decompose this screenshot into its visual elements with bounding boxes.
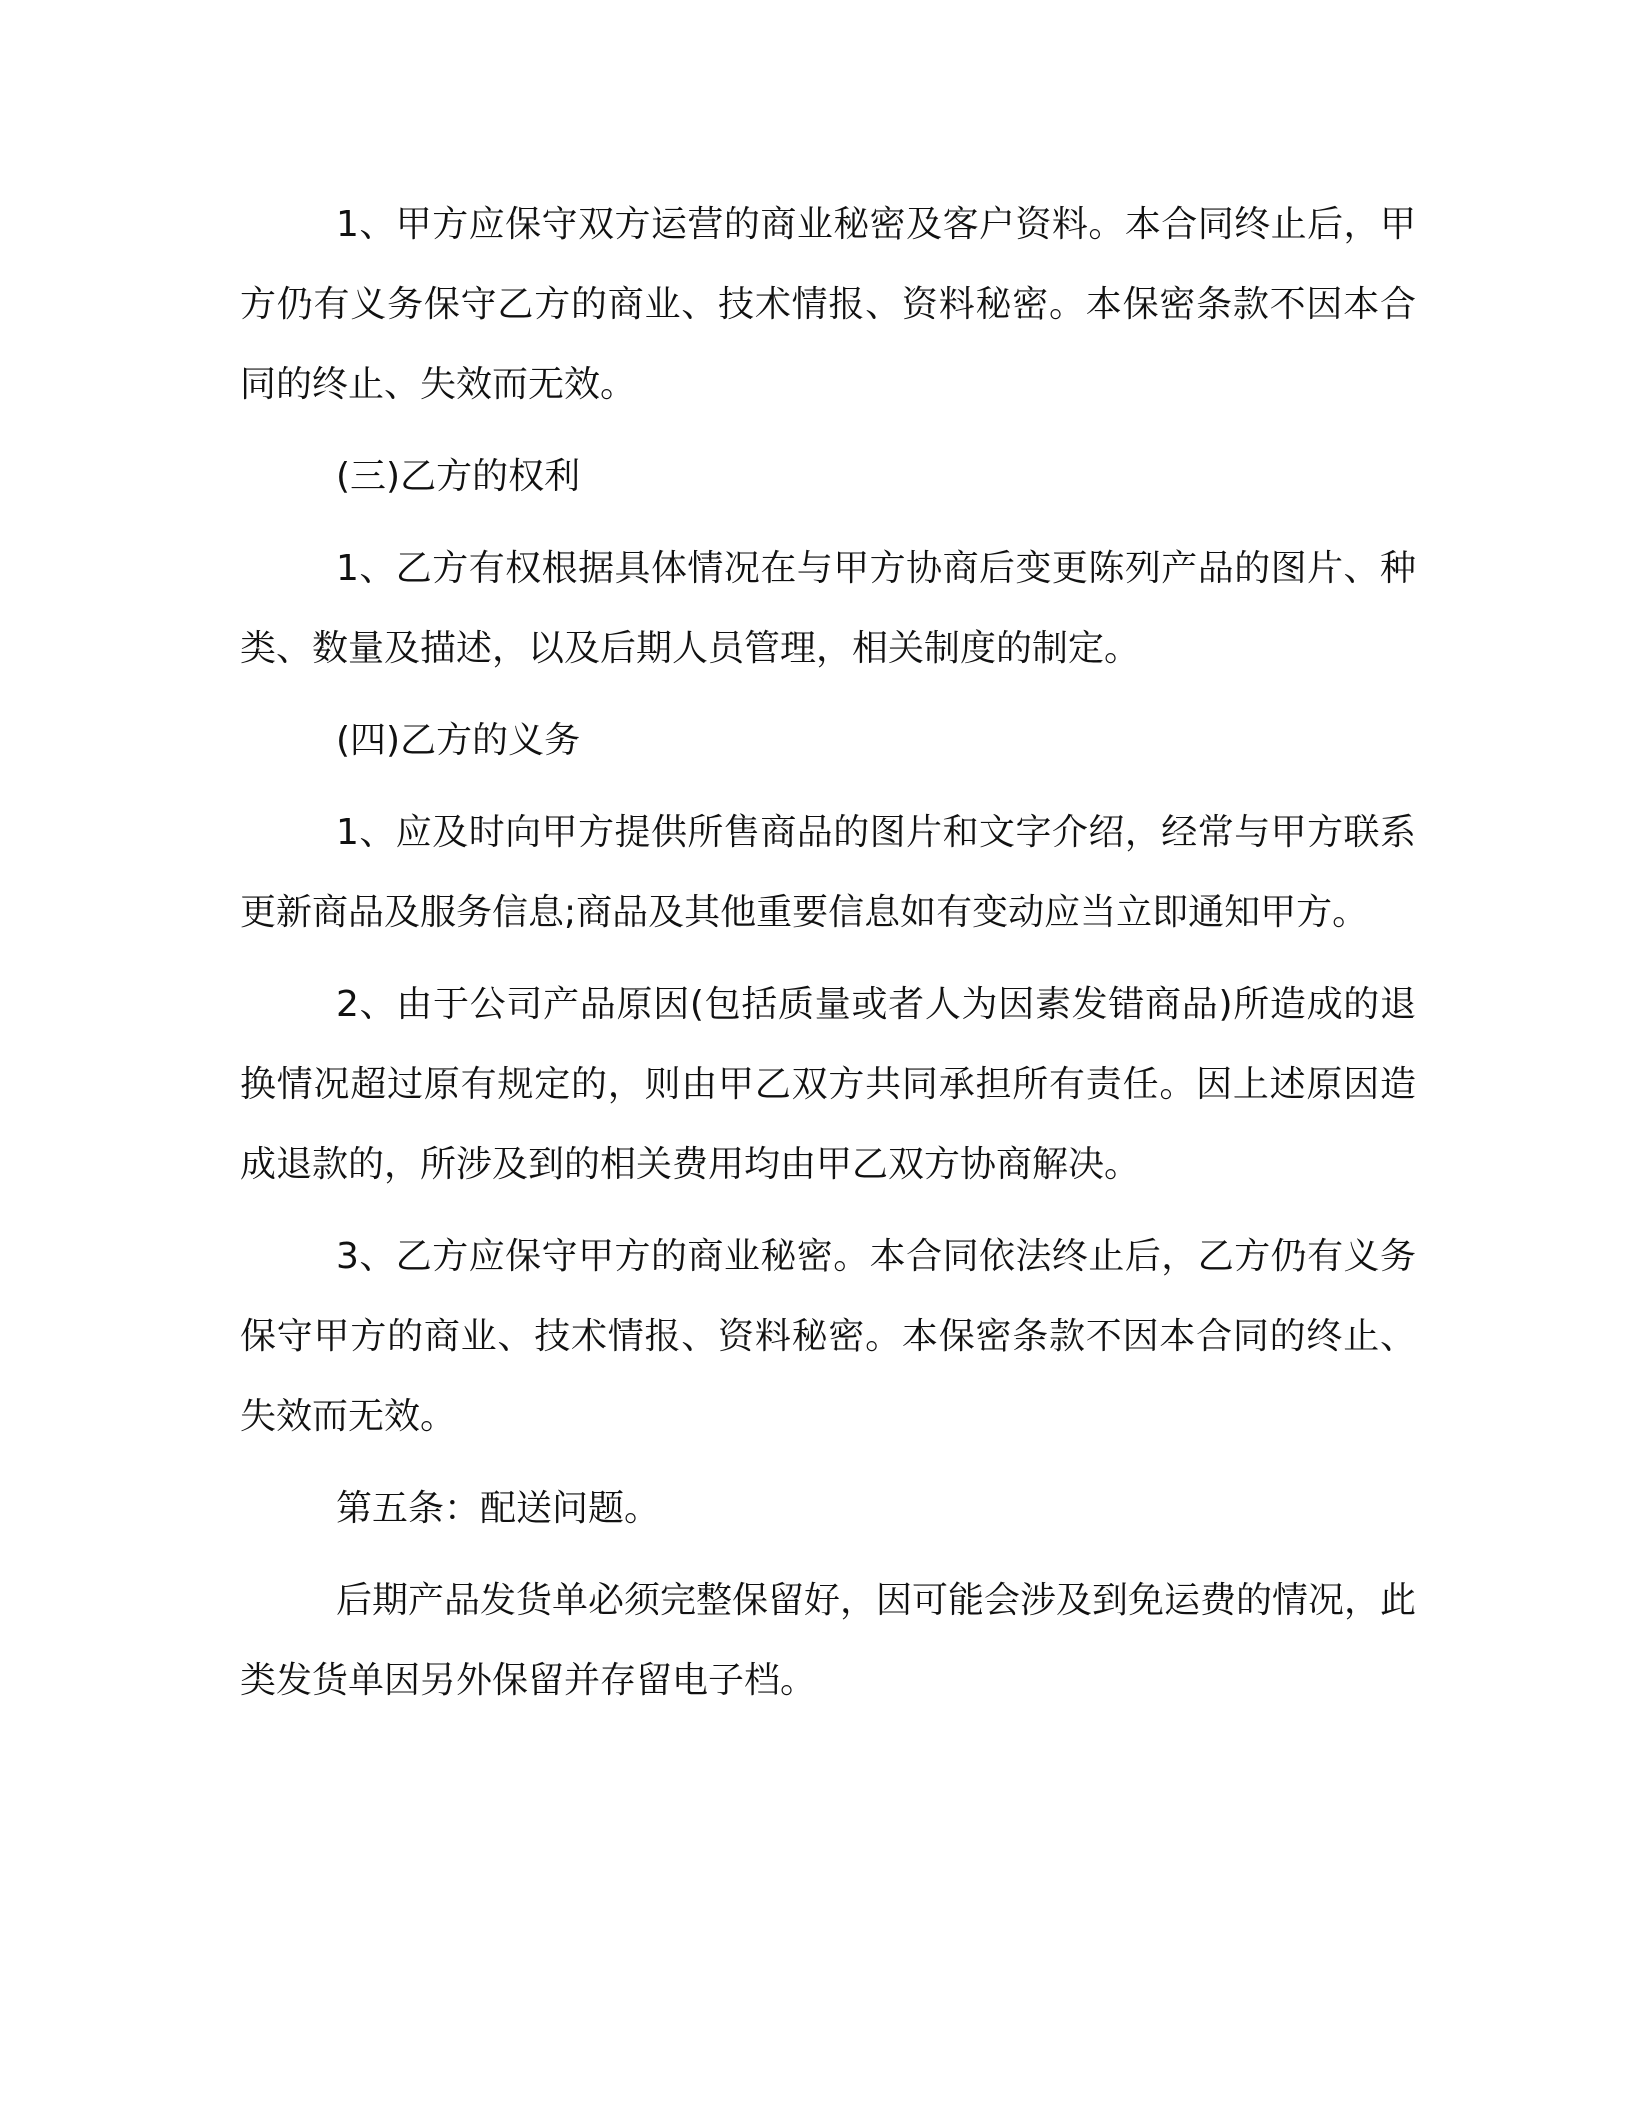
paragraph-party-b-obligation-3: 3、乙方应保守甲方的商业秘密。本合同依法终止后，乙方仍有义务保守甲方的商业、技术情报、资料秘密。本保密条款不因本合同的终止、失效而无效。 xyxy=(240,1236,1416,1437)
heading-party-b-obligations: (四)乙方的义务 xyxy=(336,720,581,761)
paragraph-party-b-obligation-1: 1、应及时向甲方提供所售商品的图片和文字介绍，经常与甲方联系更新商品及服务信息;商品及其他重要信息如有变动应当立即通知甲方。 xyxy=(240,812,1416,933)
paragraph-party-b-rights-1: 1、乙方有权根据具体情况在与甲方协商后变更陈列产品的图片、种类、数量及描述，以及后期人员管理，相关制度的制定。 xyxy=(240,548,1416,669)
paragraph-delivery-notes: 后期产品发货单必须完整保留好，因可能会涉及到免运费的情况，此类发货单因另外保留并存留电子档。 xyxy=(240,1580,1417,1701)
heading-party-b-rights: (三)乙方的权利 xyxy=(336,456,581,497)
paragraph-party-b-obligation-2: 2、由于公司产品原因(包括质量或者人为因素发错商品)所造成的退换情况超过原有规定的，则由甲乙双方共同承担所有责任。因上述原因造成退款的，所涉及到的相关费用均由甲乙双方协商解决。 xyxy=(240,984,1416,1185)
document-body xyxy=(240,185,1416,1733)
paragraph-party-a-confidentiality: 1、甲方应保守双方运营的商业秘密及客户资料。本合同终止后，甲方仍有义务保守乙方的商业、技术情报、资料秘密。本保密条款不因本合同的终止、失效而无效。 xyxy=(240,204,1416,405)
heading-article-five-delivery: 第五条：配送问题。 xyxy=(336,1488,661,1529)
